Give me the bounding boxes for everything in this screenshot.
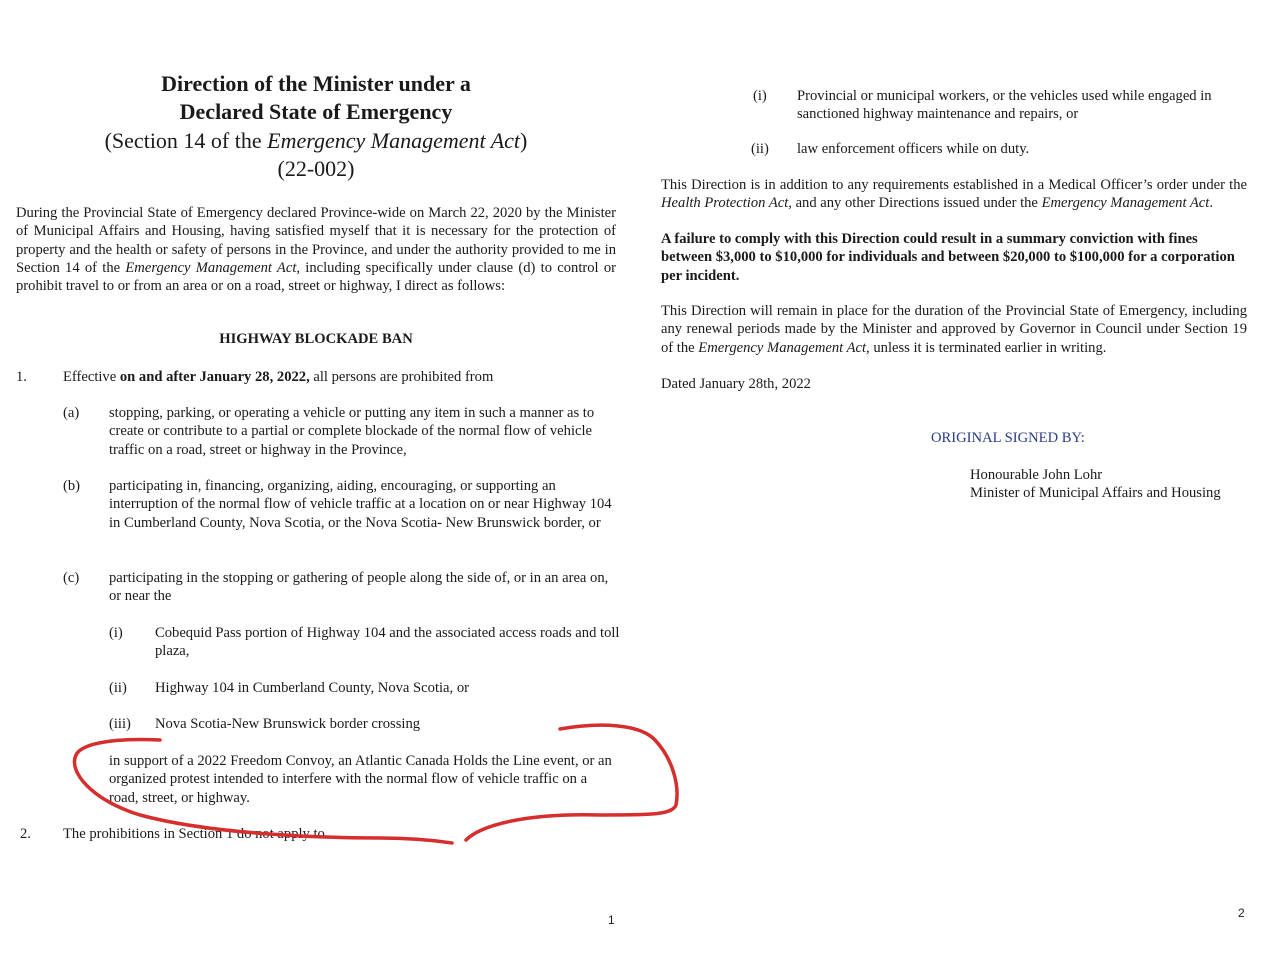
addition-part-2: , and any other Directions issued under the bbox=[788, 195, 1042, 212]
addition-part-1: This Direction is in addition to any requirements established in a Medical Officer’s order under the bbox=[661, 177, 1247, 193]
item-1-number: 1. bbox=[16, 369, 27, 385]
duration-act: Emergency Management Act, bbox=[698, 339, 870, 356]
intro-paragraph bbox=[16, 204, 616, 295]
item-2-number: 2. bbox=[20, 826, 31, 842]
exemption-i-label: (i) bbox=[753, 88, 767, 104]
intro-act: Emergency Management Act bbox=[125, 259, 297, 276]
dated-line: Dated January 28th, 2022 bbox=[661, 376, 811, 392]
signer-name: Honourable John Lohr bbox=[970, 467, 1103, 483]
subtitle bbox=[40, 127, 592, 155]
page-number-1: 1 bbox=[608, 913, 615, 927]
intro-part-1: During the Provincial State of Emergency declared Province-wide on March 22, 2020 by the Minister of Municipal Affairs and Housing, having satisfied myself that it is necessary for the protection of property and the health or safety of persons in the Province, and under the authority provided to me in Section 14 of the bbox=[16, 205, 616, 276]
roman-item-ii-label: (ii) bbox=[109, 680, 127, 696]
roman-item-iii-label: (iii) bbox=[109, 716, 131, 732]
roman-item-i-label: (i) bbox=[109, 625, 123, 641]
exemption-i-text: Provincial or municipal workers, or the vehicles used while engaged in sanctioned highway maintenance and repairs, or bbox=[797, 88, 1212, 123]
addition-part-3: . bbox=[1209, 195, 1213, 212]
sub-item-b-text: participating in, financing, organizing, aiding, encouraging, or supporting an interruption of the normal flow of vehicle traffic at a location on or near Highway 104 in Cumberland County, Nova Scotia, or the Nova Scotia- New Brunswick border, or bbox=[109, 478, 612, 531]
page-2 bbox=[640, 0, 1275, 957]
subtitle-post: ) bbox=[520, 128, 528, 153]
duration-paragraph bbox=[661, 302, 1247, 357]
roman-item-i-text: Cobequid Pass portion of Highway 104 and the associated access roads and toll plaza, bbox=[155, 625, 620, 660]
duration-part-2: unless it is terminated earlier in writing. bbox=[869, 339, 1107, 356]
signer-title: Minister of Municipal Affairs and Housing bbox=[970, 485, 1221, 501]
intro-part-2: , including specifically under clause (d) to control or prohibit travel to or from an area or on a road, street or highway, I direct as follows: bbox=[16, 259, 617, 295]
exemption-ii-label: (ii) bbox=[751, 141, 769, 157]
title-line-2: Declared State of Emergency bbox=[179, 99, 453, 124]
duration-part-1: This Direction will remain in place for the duration of the Provincial State of Emergency, including any renewal periods made by the Minister and approved by Governor in Council under Section 19 of the bbox=[661, 303, 1247, 356]
original-signed-by: ORIGINAL SIGNED BY: bbox=[931, 430, 1085, 446]
exemption-ii-text: law enforcement officers while on duty. bbox=[797, 141, 1030, 157]
item-1-pre: Effective bbox=[63, 369, 120, 385]
title-line-1: Direction of the Minister under a bbox=[161, 71, 471, 96]
failure-paragraph: A failure to comply with this Direction could result in a summary conviction with fines between $3,000 to $10,000 for individuals and between $20,000 to $100,000 for a corporation per incident. bbox=[661, 231, 1235, 284]
page-number-2: 2 bbox=[1238, 906, 1245, 920]
sub-item-a-label: (a) bbox=[63, 405, 80, 421]
roman-item-ii-text: Highway 104 in Cumberland County, Nova Scotia, or bbox=[155, 680, 469, 696]
item-1-bold: on and after January 28, 2022, bbox=[119, 369, 310, 385]
item-2-text: The prohibitions in Section 1 do not apply to bbox=[63, 826, 325, 842]
support-text: in support of a 2022 Freedom Convoy, an Atlantic Canada Holds the Line event, or an organized protest intended to interfere with the normal flow of vehicle traffic on a road, street, or highway. bbox=[109, 753, 612, 806]
subtitle-act: Emergency Management Act bbox=[267, 128, 521, 153]
item-1-post: all persons are prohibited from bbox=[309, 369, 494, 385]
item-1-text bbox=[63, 368, 623, 386]
addition-act-2: Emergency Management Act bbox=[1041, 195, 1210, 212]
ref-number: (22-002) bbox=[277, 156, 355, 181]
addition-act-1: Health Protection Act bbox=[661, 195, 789, 212]
roman-item-iii-text: Nova Scotia-New Brunswick border crossing bbox=[155, 716, 421, 732]
section-heading: HIGHWAY BLOCKADE BAN bbox=[219, 331, 413, 347]
sub-item-a-text: stopping, parking, or operating a vehicle or putting any item in such a manner as to create or contribute to a partial or complete blockade of the normal flow of vehicle traffic on a road, street or highway in the Province, bbox=[109, 405, 595, 458]
sub-item-c-text: participating in the stopping or gathering of people along the side of, or in an area on, or near the bbox=[109, 570, 609, 605]
sub-item-c-label: (c) bbox=[63, 570, 80, 586]
sub-item-b-label: (b) bbox=[63, 478, 81, 494]
subtitle-pre: (Section 14 of the bbox=[104, 128, 268, 153]
addition-paragraph bbox=[661, 176, 1247, 213]
